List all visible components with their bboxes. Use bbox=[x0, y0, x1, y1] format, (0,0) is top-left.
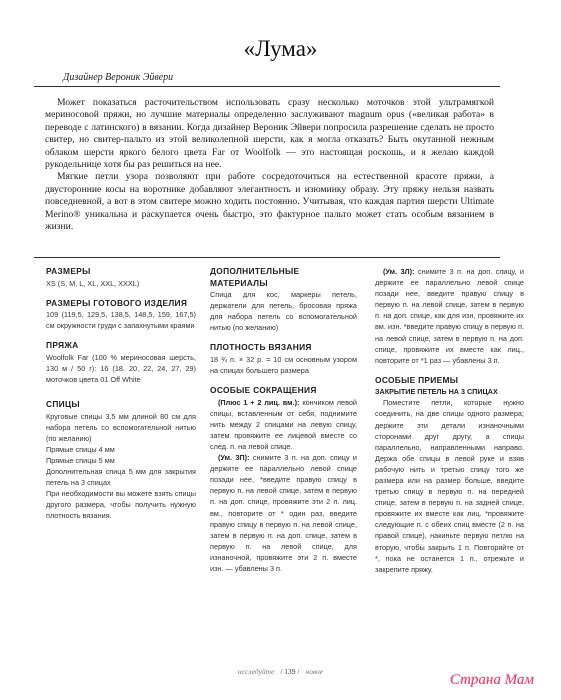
abbreviation-dec3r bbox=[210, 452, 357, 574]
gauge-text: 18 ¾ п. × 32 р. = 10 см основным узором на спицах большего размера bbox=[210, 354, 357, 375]
intro-paragraph-2: Мягкие петли узора позволяют при работе сосредоточиться на естественной красоте пряжи, а двусторонние косы на воротнике добавляют элегантность и изюминку образу. Эту пряжу нельзя назвать повседневной, а вот в этом свитере можно ходить постоянно. Учитывая, что каждая партия шерсти Ultimate Merino® уникальна и раскупается очень быстро, это фактурное пальто может стать особым вязанием в жизни. bbox=[45, 171, 494, 233]
watermark-logo: Страна Мам bbox=[450, 672, 535, 688]
needles-text-1: Круговые спицы 3,5 мм длиной 80 см для набора петель со вспомогательной нитью (по желанию) bbox=[46, 411, 196, 443]
column-left bbox=[46, 266, 196, 522]
needles-text-5: При необходимости вы можете взять спицы другого размера, чтобы получить нужную плотность вязания. bbox=[46, 489, 196, 521]
needles-text-2: Прямые спицы 4 мм bbox=[46, 444, 115, 454]
finished-size-text: 109 (119,5, 129,5, 138,5, 148,5, 159, 167,5) см окружности груди с запахнутыми краями bbox=[46, 310, 196, 331]
abbreviation-dec3l-term: (Ум. 3Л): bbox=[383, 267, 415, 276]
abbreviation-dec3r-text: снимите 3 п. на доп. спицу и держите ее параллельно левой спице позади нее, *введите правую спицу в первую п. на левой спице, затем в первую п. на доп. спице, провяжите эти 2 п. лиц. вм., повторите от * один раз, введите правую спицу в первую п. на левой спице, затем в первую п. на доп. спице, затем в первую п. на левой спице, для изнаночной, провяжите эти 2 п. вместе изн. — убавлены 3 п. bbox=[210, 453, 357, 573]
needles-heading: СПИЦЫ bbox=[46, 399, 80, 410]
special-techniques-text: Поместите петли, которые нужно соединить, на две спицы одного размера; держите эти детали изнаночными сторонами друг другу, а спицы параллельно, направленными направо. Держа обе спицы в левой руке и взяв рабочую нить и третью спицу того же размера или на размер больше, введите третью спицу в первую п. на передней спице, затем в первую п. на задней спице, провяжите их вместе как лиц. *провяжите следующие п. с обеих спиц вместе (2 п. на правой спице), накиньте первую петлю на вторую, чтобы закрыть 1 п. Повторяйте от *, пока не останется 1 п., отрежьте и закрепите пряжу. bbox=[375, 398, 524, 574]
column-middle bbox=[210, 266, 357, 574]
materials-text: Спица для кос, маркеры петель, держатели для петель, бросовая пряжа для набора петель со вспомогательной нитью (по желанию) bbox=[210, 290, 357, 333]
abbreviation-plus1-term: (Плюс 1 + 2 лиц. вм.): bbox=[218, 397, 300, 407]
three-needle-bindoff-subheading: ЗАКРЫТИЕ ПЕТЕЛЬ НА 3 СПИЦАХ bbox=[375, 387, 498, 397]
page-title: «Лума» bbox=[243, 36, 318, 61]
yarn-text: Woolfolk Far (100 % мериносовая шерсть, 130 м / 50 г): 16 (18, 20, 22, 24, 27, 29) моточков цвета 01 Off White bbox=[46, 352, 196, 384]
abbreviations-heading: ОСОБЫЕ СОКРАЩЕНИЯ bbox=[210, 385, 317, 396]
column-right bbox=[375, 266, 524, 575]
abbreviation-plus1-text: кончиком левой спицы, вставленным от себя, поднимите нить между 2 спицами на левую спицу, затем провяжите ее лицевой вместе со след. п. на левой спице. bbox=[210, 397, 358, 451]
intro-paragraph-1: Может показаться расточительством использовать сразу несколько моточков этой ультрамягкой мериносовой пряжи, но лучшие материалы определенно заслуживают magnum opus («великая работа» в переводе с латинского) в вязании. Когда дизайнер Вероник Эйвери попросила разрешение сделать не просто свитер, но свитер-пальто из этой великолепной шерсти, как я могла отказать? Быть окутанной нежным облаком шерсти яркого белого цвета Far от Woolfolk — это настоящая роскошь, и я желаю каждой рукодельнице хотя бы раз решиться на нее. bbox=[45, 97, 494, 171]
finished-size-heading: РАЗМЕРЫ ГОТОВОГО ИЗДЕЛИЯ bbox=[46, 297, 188, 308]
yarn-heading: ПРЯЖА bbox=[46, 340, 79, 351]
needles-text-4: Дополнительная спица 5 мм для закрытия петель на 3 спицах bbox=[46, 467, 196, 488]
materials-heading: ДОПОЛНИТЕЛЬНЫЕ МАТЕРИАЛЫ bbox=[210, 266, 300, 288]
intro-text bbox=[45, 97, 494, 233]
abbreviation-plus1 bbox=[210, 397, 357, 452]
footer-right: новое bbox=[305, 667, 324, 676]
middle-divider bbox=[34, 257, 500, 258]
needles-text-3: Прямые спицы 5 мм bbox=[46, 455, 115, 465]
gauge-heading: ПЛОТНОСТЬ ВЯЗАНИЯ bbox=[210, 342, 312, 353]
designer-byline: Дизайнер Вероник Эйвери bbox=[63, 72, 174, 83]
abbreviation-dec3l bbox=[375, 266, 524, 366]
page-number: / 139 / bbox=[280, 667, 300, 676]
abbreviation-dec3r-term: (Ум. 3П): bbox=[218, 453, 250, 463]
abbreviation-dec3l-text: снимите 3 п. на доп. спицу, и держите ее параллельно левой спице позади нее, введите правую спицу в первую п. на левой спице, затем в первую п. на доп. спице, как для изн, провяжите их вм. изн. *введите правую спицу в первую п. на левой спице, затем в первую п. на доп. спице, провяжите их вместе как лиц., повторите от *1 раз — убавлены 3 п. bbox=[375, 267, 524, 365]
sizes-text: XS (S, M, L, XL, XXL, XXXL) bbox=[46, 278, 140, 288]
top-divider bbox=[34, 86, 500, 87]
sizes-heading: РАЗМЕРЫ bbox=[46, 266, 91, 276]
footer-left: исследуйте bbox=[237, 667, 275, 676]
special-techniques-heading: ОСОБЫЕ ПРИЕМЫ bbox=[375, 374, 459, 385]
